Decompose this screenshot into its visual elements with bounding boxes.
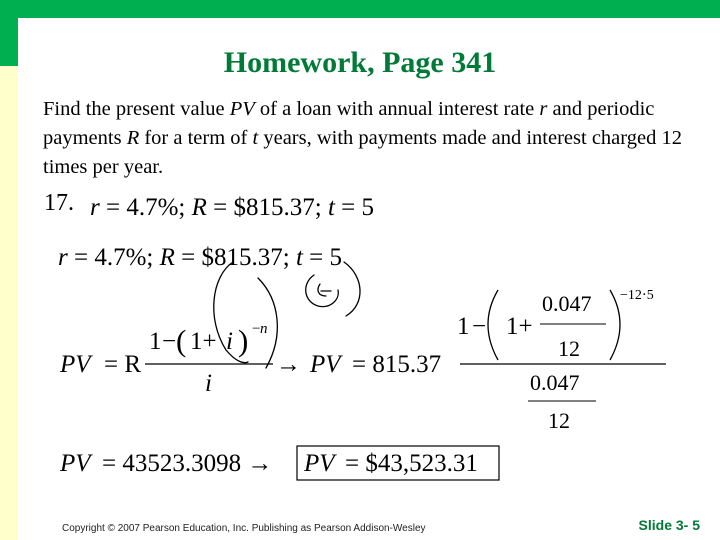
statement-pv: PV <box>229 98 255 120</box>
given2-R-var: R <box>159 244 175 271</box>
statement-r: r <box>539 98 548 120</box>
formula2-denom-rate: 0.047 <box>530 370 580 395</box>
statement-R: R <box>126 127 140 149</box>
result-boxed-pv: PV <box>304 450 335 477</box>
formula-arrow: → <box>276 351 301 378</box>
formula-minus: − <box>162 328 177 355</box>
formula-exp-n: n <box>260 321 268 337</box>
given2-r-eq: = 4.7%; <box>67 244 160 271</box>
given2-t-var: t <box>295 244 303 271</box>
formula-paren-close: ) <box>238 323 249 358</box>
formula-paren-open: ( <box>176 323 187 358</box>
hand-arc-right <box>344 262 360 316</box>
footer-copyright: Copyright © 2007 Pearson Education, Inc. Publishing as Pearson Addison-Wesley <box>62 523 426 534</box>
formula2-rate-numerator: 0.047 <box>542 291 592 316</box>
formula-i: i <box>226 328 233 355</box>
formula-pv: PV <box>60 351 91 378</box>
result-pv: PV <box>60 450 91 477</box>
formula2-one: 1 <box>457 313 470 340</box>
formula-equals-r: = R <box>104 351 142 378</box>
formula2-denom-twelve: 12 <box>548 408 570 433</box>
formula-one-plus: 1+ <box>190 328 217 355</box>
footer-slide-number: Slide 3- 5 <box>638 517 700 533</box>
formula2-paren-close <box>610 290 620 360</box>
given-r-var: r <box>90 194 100 221</box>
given-R-var: R <box>191 194 207 221</box>
given-r-eq: = 4.7%; <box>99 194 192 221</box>
given2-R-eq: = $815.37; <box>174 244 296 271</box>
result-boxed-value: = $43,523.31 <box>345 450 478 477</box>
formula2-rate-denominator: 12 <box>558 336 580 361</box>
given-R-eq: = $815.37; <box>206 194 328 221</box>
given-t-var: t <box>327 194 335 221</box>
formula2-exponent: −12⋅5 <box>620 288 654 303</box>
formula2-pv: PV <box>310 351 341 378</box>
formula2-paren-open <box>488 290 498 360</box>
statement-text-4: for a term of <box>139 127 253 149</box>
slide-title: Homework, Page 341 <box>223 46 497 79</box>
hand-letter-t <box>318 284 331 296</box>
statement-t: t <box>252 127 259 149</box>
statement-text-2: of a loan with annual interest rate <box>254 98 540 120</box>
formula-denom-i: i <box>205 370 212 397</box>
statement-text-5: years, with payments made and interest charged 12 times per year. <box>43 127 682 178</box>
formula-neg-sign: − <box>252 321 261 337</box>
statement-text-3: and periodic payments <box>43 98 655 149</box>
given2-t-eq: = 5 <box>302 244 342 271</box>
formula2-minus: − <box>472 313 487 340</box>
problem-number: 17. <box>44 190 74 216</box>
result-value: = 43523.3098 → <box>102 450 273 477</box>
given2-r-var: r <box>58 244 68 271</box>
formula-one: 1 <box>149 328 162 355</box>
formula2-one-plus: 1+ <box>506 313 533 340</box>
given-t-eq: = 5 <box>334 194 374 221</box>
statement-text-1: Find the present value <box>43 98 230 120</box>
formula2-equals-value: = 815.37 <box>352 351 442 378</box>
